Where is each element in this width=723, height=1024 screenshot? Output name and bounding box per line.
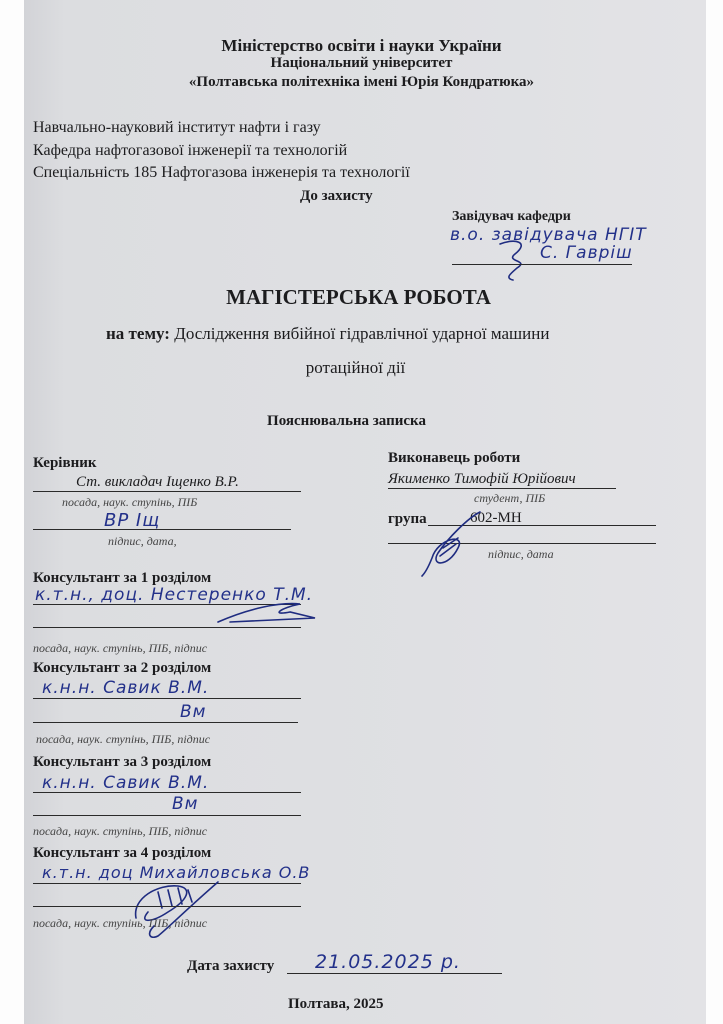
- topic-line-2: ротаційної дії: [305, 358, 406, 377]
- topic-line-1: [106, 325, 549, 342]
- consultant-1-signature: [210, 598, 320, 626]
- supervisor-line: [33, 491, 301, 492]
- consultant-3-handwritten: к.н.н. Савик В.М.: [42, 773, 210, 793]
- defense-date-label: Дата захисту: [187, 958, 275, 974]
- consultant-1-line-2: [33, 627, 301, 628]
- consultant-3-line-2: [33, 815, 301, 816]
- student-label: Виконавець роботи: [388, 450, 521, 466]
- approval-label: До захисту: [300, 188, 373, 204]
- supervisor-caption: посада, наук. ступінь, ПІБ: [62, 495, 198, 509]
- consultant-1-label: Консультант за 1 розділом: [33, 570, 212, 586]
- head-signature: [495, 236, 545, 281]
- supervisor-signature: ВР Іщ: [104, 510, 161, 531]
- consultant-3-label: Консультант за 3 розділом: [33, 754, 212, 770]
- student-sign-caption: підпис, дата: [488, 547, 554, 561]
- consultant-3-signature: Вм: [172, 794, 199, 814]
- group-value: 602-МН: [470, 510, 522, 526]
- defense-date-line: [287, 973, 502, 974]
- consultant-2-handwritten: к.н.н. Савик В.М.: [42, 678, 210, 698]
- head-signature-line: [452, 264, 632, 265]
- institute-line: Навчально-науковий інститут нафти і газу: [33, 119, 321, 136]
- consultant-2-line-1: [33, 698, 301, 699]
- group-label: група: [388, 511, 427, 527]
- city-year: Полтава, 2025: [288, 996, 384, 1012]
- topic-text: Дослідження вибійної гідравлічної ударної машини: [174, 324, 550, 343]
- consultant-4-label: Консультант за 4 розділом: [33, 845, 212, 861]
- student-signature: [418, 508, 498, 578]
- supervisor-sign-caption: підпис, дата,: [108, 534, 177, 548]
- consultant-2-label: Консультант за 2 розділом: [33, 660, 212, 676]
- consultant-2-signature: Вм: [180, 702, 207, 722]
- head-handwritten-title: в.о. завідувача НГІТ: [450, 225, 647, 245]
- consultant-3-line-1: [33, 792, 301, 793]
- university-name: «Полтавська політехніка імені Юрія Кондратюка»: [188, 74, 535, 90]
- department-line: Кафедра нафтогазової інженерії та технологій: [33, 142, 348, 159]
- defense-date-value: 21.05.2025 р.: [315, 951, 461, 973]
- consultant-4-caption: посада, наук. ступінь, ПІБ, підпис: [33, 916, 208, 930]
- consultant-3-caption: посада, наук. ступінь, ПІБ, підпис: [33, 824, 208, 838]
- consultant-1-caption: посада, наук. ступінь, ПІБ, підпис: [33, 641, 208, 655]
- student-name: Якименко Тимофій Юрійович: [388, 471, 576, 487]
- consultant-4-line-2: [33, 906, 301, 907]
- document-subtitle: Пояснювальна записка: [267, 413, 426, 429]
- supervisor-sign-line: [33, 529, 291, 530]
- head-handwritten-name: С. Гавріш: [540, 243, 633, 263]
- student-caption: студент, ПІБ: [474, 491, 546, 505]
- university-heading: Національний університет: [270, 55, 453, 71]
- student-name-line: [388, 488, 616, 489]
- consultant-4-handwritten: к.т.н. доц Михайловська О.В: [42, 863, 311, 882]
- head-of-department-label: Завідувач кафедри: [452, 209, 571, 224]
- consultant-2-line-2: [33, 722, 298, 723]
- specialty-line: Спеціальність 185 Нафтогазова інженерія та технології: [33, 164, 410, 181]
- consultant-2-caption: посада, наук. ступінь, ПІБ, підпис: [36, 732, 211, 746]
- ministry-heading: Міністерство освіти і науки України: [221, 36, 502, 55]
- supervisor-label: Керівник: [33, 455, 97, 471]
- work-type-title: МАГІСТЕРСЬКА РОБОТА: [226, 285, 491, 309]
- supervisor-value: Ст. викладач Іщенко В.Р.: [76, 474, 239, 490]
- consultant-1-handwritten: к.т.н., доц. Нестеренко Т.М.: [35, 585, 314, 605]
- topic-label: на тему:: [106, 324, 170, 343]
